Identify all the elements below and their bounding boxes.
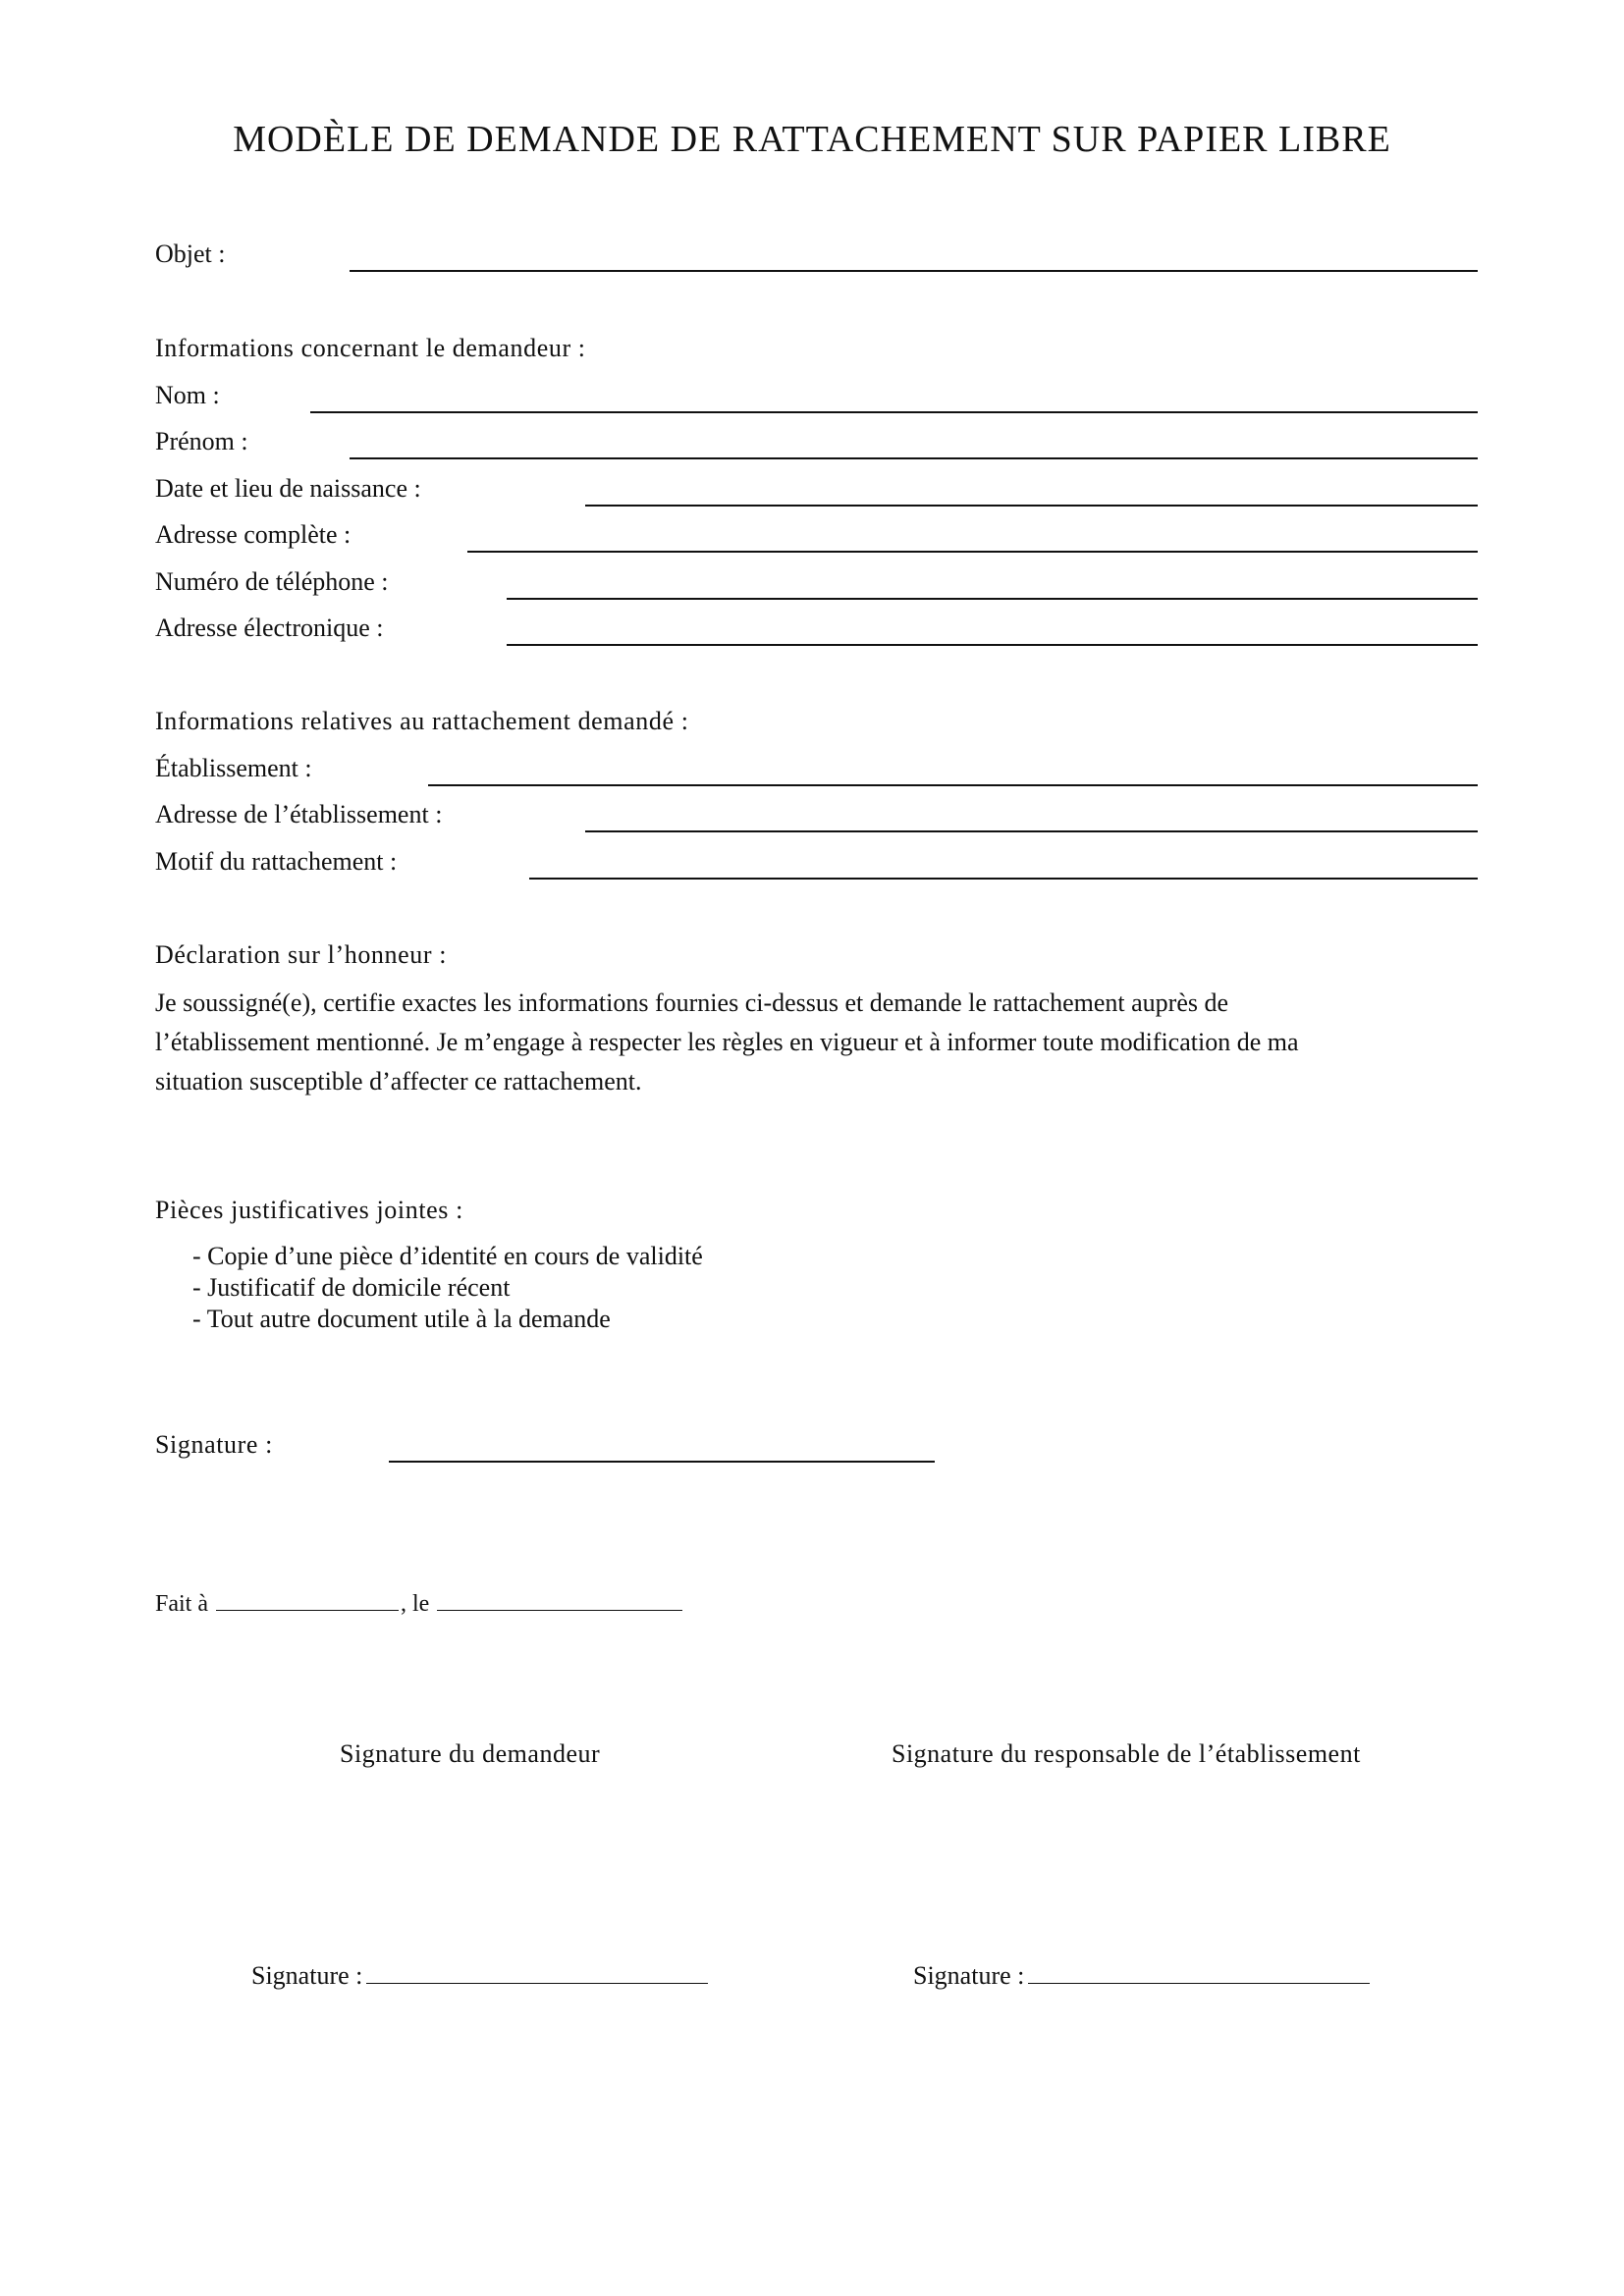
adresse-etablissement-line[interactable] [585,830,1478,832]
email-line[interactable] [507,644,1478,646]
nom-label: Nom : [155,381,220,409]
telephone-label: Numéro de téléphone : [155,567,389,596]
signature-demandeur-heading: Signature du demandeur [340,1739,601,1768]
signature-responsable-heading: Signature du responsable de l’établissement [892,1739,1361,1768]
signature-responsable-label: Signature : [913,1961,1025,1990]
date-lieu-line[interactable] [585,505,1478,507]
fait-a-place-blank[interactable] [216,1588,399,1611]
pieces-list [192,1241,703,1335]
signature-line[interactable] [389,1461,935,1463]
objet-line[interactable] [350,270,1478,272]
signature-demandeur-label: Signature : [251,1961,363,1990]
fait-a-line [155,1588,684,1619]
etablissement-line[interactable] [428,784,1478,786]
nom-line[interactable] [310,411,1478,413]
declaration-line: l’établissement mentionné. Je m’engage à respecter les règles en vigueur et à informer toute modification de ma [155,1028,1299,1056]
declaration-text [155,984,1432,1101]
list-item: - Justificatif de domicile récent [192,1273,511,1302]
declaration-heading: Déclaration sur l’honneur : [155,940,448,969]
declaration-line: Je soussigné(e), certifie exactes les informations fournies ci-dessus et demande le rattachement auprès de [155,988,1229,1017]
adresse-etablissement-label: Adresse de l’établissement : [155,800,443,828]
email-label: Adresse électronique : [155,614,384,642]
motif-line[interactable] [529,878,1478,880]
list-item: - Copie d’une pièce d’identité en cours de validité [192,1242,703,1270]
fait-a-middle: , le [401,1591,430,1617]
adresse-label: Adresse complète : [155,520,352,549]
rattachement-heading: Informations relatives au rattachement demandé : [155,707,689,735]
fait-a-prefix: Fait à [155,1591,208,1617]
date-lieu-label: Date et lieu de naissance : [155,474,421,503]
fait-a-date-blank[interactable] [437,1588,682,1611]
pieces-heading: Pièces justificatives jointes : [155,1196,463,1224]
objet-label: Objet : [155,240,226,268]
signature-responsable-line[interactable] [913,1959,1370,1991]
adresse-line[interactable] [467,551,1478,553]
signature-demandeur-line[interactable] [251,1959,708,1991]
telephone-line[interactable] [507,598,1478,600]
declaration-line: situation susceptible d’affecter ce rattachement. [155,1067,642,1095]
etablissement-label: Établissement : [155,754,312,782]
document-title: MODÈLE DE DEMANDE DE RATTACHEMENT SUR PAPIER LIBRE [233,119,1391,160]
motif-label: Motif du rattachement : [155,847,398,876]
signature-demandeur-blank[interactable] [366,1959,708,1984]
signature-responsable-blank[interactable] [1028,1959,1370,1984]
list-item: - Tout autre document utile à la demande [192,1305,611,1333]
prenom-line[interactable] [350,457,1478,459]
signature-label: Signature : [155,1430,273,1459]
prenom-label: Prénom : [155,427,248,455]
demandeur-heading: Informations concernant le demandeur : [155,334,586,362]
